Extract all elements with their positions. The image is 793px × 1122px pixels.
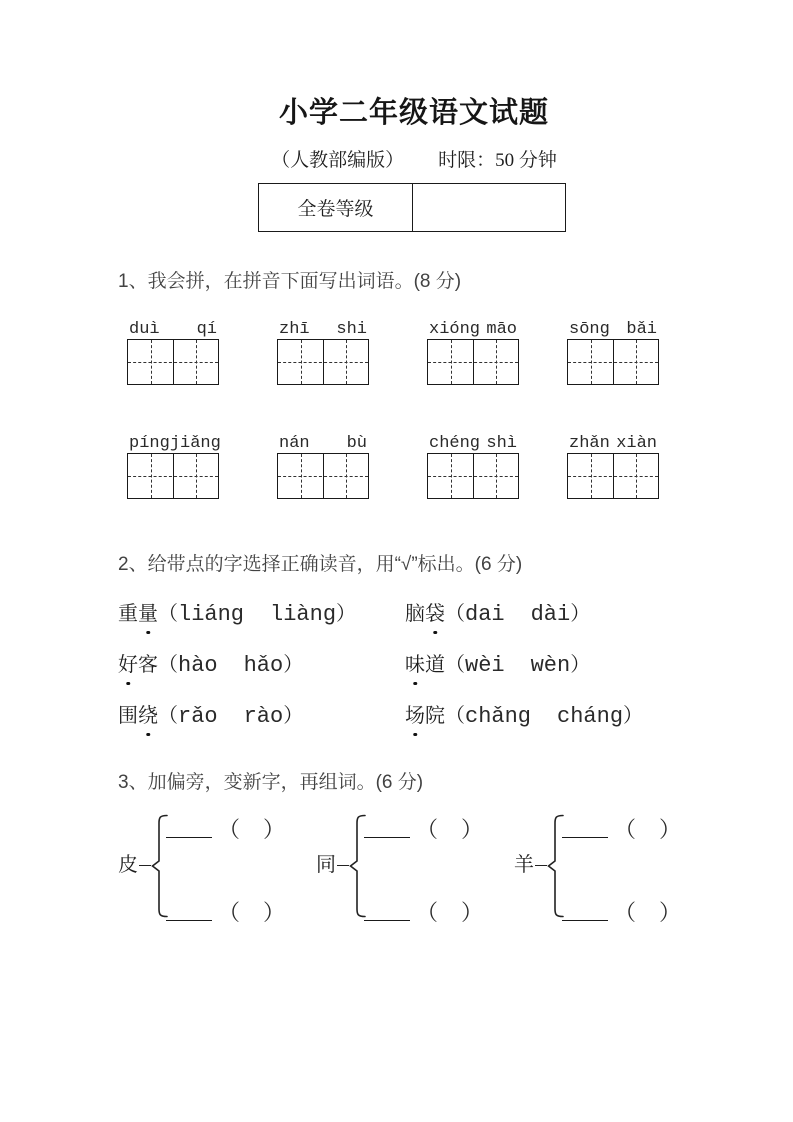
q2-item — [118, 649, 303, 682]
word-char: 道 — [425, 654, 445, 676]
dotted-char: 绕 — [138, 700, 158, 732]
paren-close: ） — [570, 654, 591, 676]
time-limit-label: 时限：50 分钟 — [438, 150, 557, 171]
paren-open: （ — [416, 900, 439, 925]
pinyin-word: nán bù — [279, 434, 367, 453]
q3-branch — [166, 810, 286, 842]
q3-branch — [562, 893, 682, 925]
q3-branch — [364, 810, 484, 842]
paren-open: （ — [445, 705, 465, 727]
doc-header — [36, 0, 792, 172]
pinyin-option[interactable]: dai — [465, 602, 505, 627]
writing-box[interactable] — [567, 453, 659, 499]
box-guide-line — [428, 362, 518, 363]
q2-item — [405, 598, 590, 631]
q2-item — [118, 700, 303, 733]
answer-blank[interactable] — [166, 815, 212, 838]
connector-line — [337, 865, 349, 866]
word-char: 院 — [425, 705, 445, 727]
pinyin-option[interactable]: hào — [178, 653, 218, 678]
dotted-char: 场 — [405, 700, 425, 732]
q1-word-group — [277, 426, 369, 499]
base-char: 皮 — [118, 854, 138, 876]
dotted-char: 味 — [405, 649, 425, 681]
q2-item — [118, 598, 356, 631]
pinyin-option[interactable]: wèn — [530, 653, 571, 678]
paren-open: （ — [158, 603, 178, 625]
connector-line — [535, 865, 547, 866]
paren-open: （ — [614, 817, 637, 842]
pinyin-option[interactable]: liàng — [270, 602, 337, 627]
q1-word-group — [567, 312, 659, 385]
base-char: 羊 — [514, 854, 534, 876]
pinyin-option[interactable]: rǎo — [178, 704, 218, 729]
pinyin-option[interactable]: chǎng — [465, 704, 532, 729]
word-char: 围 — [118, 705, 138, 727]
paren-open: （ — [445, 654, 465, 676]
answer-blank[interactable] — [166, 898, 212, 921]
paren-close: ） — [623, 705, 644, 727]
answer-blank[interactable] — [562, 815, 608, 838]
answer-blank[interactable] — [364, 815, 410, 838]
q1-word-group — [567, 426, 659, 499]
pinyin-word: duì qí — [129, 320, 217, 339]
paren-open: （ — [614, 900, 637, 925]
page-title: 小学二年级语文试题 — [278, 97, 549, 129]
writing-box[interactable] — [427, 339, 519, 385]
pinyin-word: chéng shì — [429, 434, 517, 453]
pinyin-word: sōng bǎi — [569, 320, 657, 339]
q3-branch — [364, 893, 484, 925]
dotted-char: 好 — [118, 649, 138, 681]
paren-close: ） — [461, 900, 484, 925]
paren-close: ） — [336, 603, 357, 625]
q1-word-group — [127, 312, 219, 385]
q3-branch — [562, 810, 682, 842]
word-char: 客 — [138, 654, 158, 676]
grade-value-cell[interactable] — [413, 184, 565, 231]
q1-word-group — [127, 426, 219, 499]
writing-box[interactable] — [427, 453, 519, 499]
paren-close: ） — [283, 705, 304, 727]
pinyin-word: zhī shi — [279, 320, 367, 339]
pinyin-option[interactable]: dài — [530, 602, 571, 627]
word-char: 脑 — [405, 603, 425, 625]
box-guide-line — [128, 362, 218, 363]
grade-label-cell: 全卷等级 — [259, 184, 413, 231]
writing-box[interactable] — [567, 339, 659, 385]
paren-open: （ — [158, 705, 178, 727]
writing-box[interactable] — [277, 339, 369, 385]
paren-open: （ — [218, 900, 241, 925]
q3-header: 3、加偏旁，变新字，再组词。(6 分) — [118, 772, 424, 793]
writing-box[interactable] — [127, 339, 219, 385]
writing-box[interactable] — [277, 453, 369, 499]
paren-close: ） — [263, 817, 286, 842]
grade-table — [258, 183, 566, 232]
paren-close: ） — [263, 900, 286, 925]
edition-label: （人教部编版） — [271, 150, 405, 171]
paren-close: ） — [461, 817, 484, 842]
answer-blank[interactable] — [364, 898, 410, 921]
base-char: 同 — [316, 854, 336, 876]
paren-open: （ — [445, 603, 465, 625]
dotted-char: 袋 — [425, 598, 445, 630]
doc-subtitle — [36, 145, 792, 172]
pinyin-option[interactable]: liáng — [178, 602, 245, 627]
pinyin-word: zhǎn xiàn — [569, 434, 657, 453]
q3-group — [512, 806, 687, 928]
pinyin-option[interactable]: rào — [243, 704, 284, 729]
paren-close: ） — [659, 900, 682, 925]
paren-open: （ — [158, 654, 178, 676]
box-guide-line — [278, 362, 368, 363]
pinyin-word: xióng māo — [429, 320, 517, 339]
q2-item — [405, 649, 590, 682]
box-guide-line — [428, 476, 518, 477]
q3-branch — [166, 893, 286, 925]
pinyin-option[interactable]: hǎo — [243, 653, 284, 678]
pinyin-option[interactable]: cháng — [557, 704, 624, 729]
q1-word-group — [427, 426, 519, 499]
box-guide-line — [568, 476, 658, 477]
box-guide-line — [278, 476, 368, 477]
box-guide-line — [128, 476, 218, 477]
connector-line — [139, 865, 151, 866]
q2-header: 2、给带点的字选择正确读音，用“√”标出。(6 分) — [118, 554, 523, 575]
writing-box[interactable] — [127, 453, 219, 499]
q3-group — [116, 806, 291, 928]
answer-blank[interactable] — [562, 898, 608, 921]
word-char: 重 — [118, 603, 138, 625]
q3-group — [314, 806, 489, 928]
paren-close: ） — [570, 603, 591, 625]
q1-header: 1、我会拼，在拼音下面写出词语。(8 分) — [118, 271, 462, 292]
dotted-char: 量 — [138, 598, 158, 630]
pinyin-option[interactable]: wèi — [465, 653, 505, 678]
paren-open: （ — [218, 817, 241, 842]
paren-open: （ — [416, 817, 439, 842]
paren-close: ） — [659, 817, 682, 842]
q2-item — [405, 700, 643, 733]
q1-word-group — [277, 312, 369, 385]
paren-close: ） — [283, 654, 304, 676]
pinyin-word: píng jiǎng — [129, 434, 221, 453]
box-guide-line — [568, 362, 658, 363]
q1-word-group — [427, 312, 519, 385]
